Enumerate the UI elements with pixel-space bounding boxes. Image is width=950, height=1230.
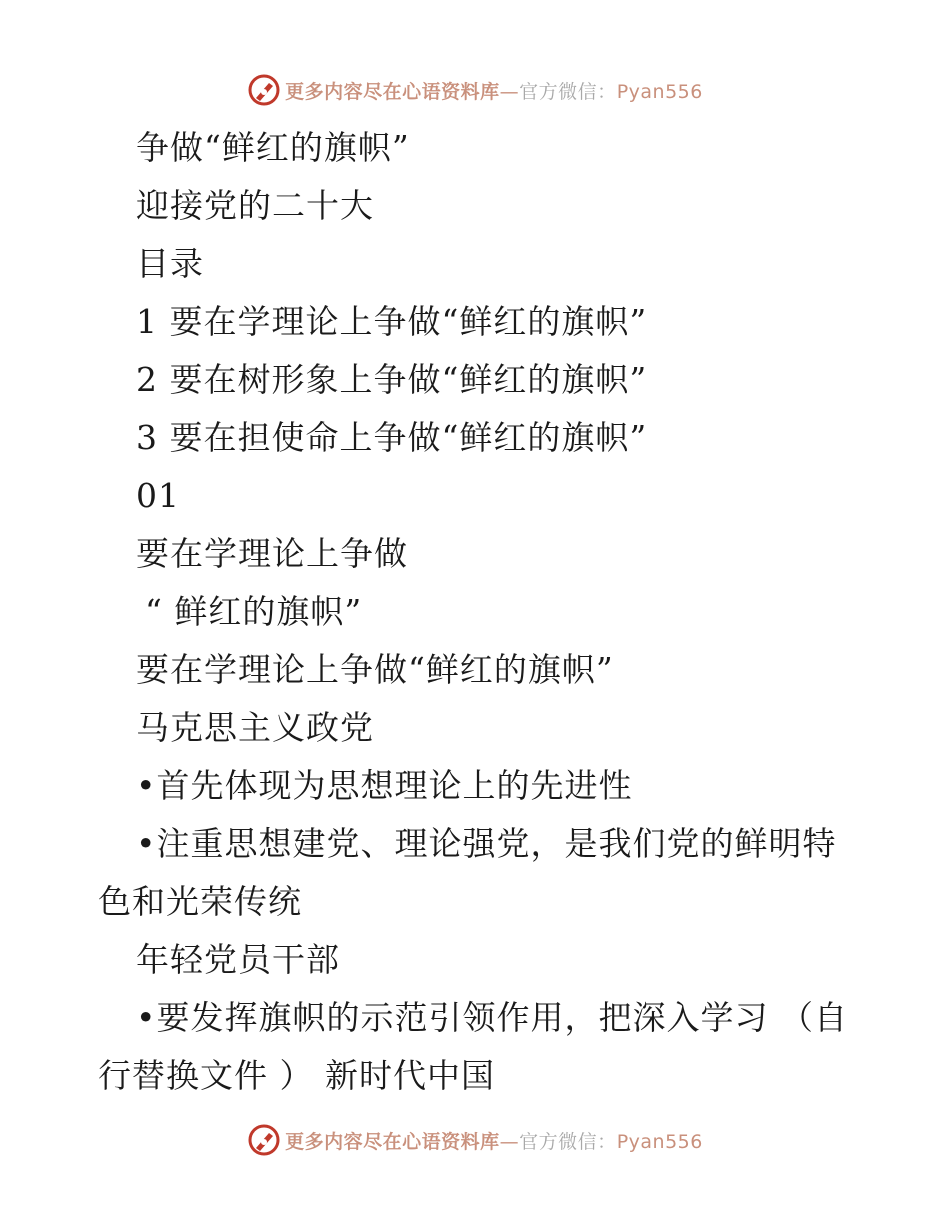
toc-item-1: 1 要在学理论上争做“鲜红的旗帜” xyxy=(136,302,648,341)
watermark-wechat-id: Pyan556 xyxy=(616,1130,703,1153)
watermark-main-text: 更多内容尽在心语资料库 xyxy=(285,1130,500,1153)
subheading-marxist-party: 马克思主义政党 xyxy=(136,708,374,747)
toc-item-2: 2 要在树形象上争做“鲜红的旗帜” xyxy=(136,360,648,399)
bullet-item: •注重思想建党、理论强党，是我们党的鲜明特 xyxy=(136,824,837,863)
section-title-line-2: “ 鲜红的旗帜” xyxy=(145,592,363,631)
watermark-separator: — xyxy=(499,1130,520,1153)
watermark-label: 官方微信： xyxy=(519,80,617,103)
watermark-text xyxy=(285,77,703,104)
section-number: 01 xyxy=(136,476,180,515)
bullet-item: •首先体现为思想理论上的先进性 xyxy=(136,766,633,805)
document-title: 争做“鲜红的旗帜” xyxy=(136,128,410,167)
section-heading: 要在学理论上争做“鲜红的旗帜” xyxy=(136,650,614,689)
watermark-text xyxy=(285,1127,703,1154)
bullet-item-continuation: 行替换文件 ） 新时代中国 xyxy=(98,1056,495,1095)
watermark-separator: — xyxy=(499,80,520,103)
watermark-header xyxy=(0,70,950,110)
subheading-young-cadres: 年轻党员干部 xyxy=(136,940,340,979)
logo-pen-icon xyxy=(247,1123,281,1157)
section-title-line-1: 要在学理论上争做 xyxy=(136,534,408,573)
bullet-item-continuation: 色和光荣传统 xyxy=(98,882,302,921)
watermark-wechat-id: Pyan556 xyxy=(616,80,703,103)
bullet-item: •要发挥旗帜的示范引领作用，把深入学习 （自 xyxy=(136,998,848,1037)
document-subtitle: 迎接党的二十大 xyxy=(136,186,374,225)
watermark-label: 官方微信： xyxy=(519,1130,617,1153)
watermark-main-text: 更多内容尽在心语资料库 xyxy=(285,80,500,103)
toc-item-3: 3 要在担使命上争做“鲜红的旗帜” xyxy=(136,418,648,457)
logo-pen-icon xyxy=(247,73,281,107)
toc-heading: 目录 xyxy=(136,244,204,283)
watermark-footer xyxy=(0,1120,950,1160)
